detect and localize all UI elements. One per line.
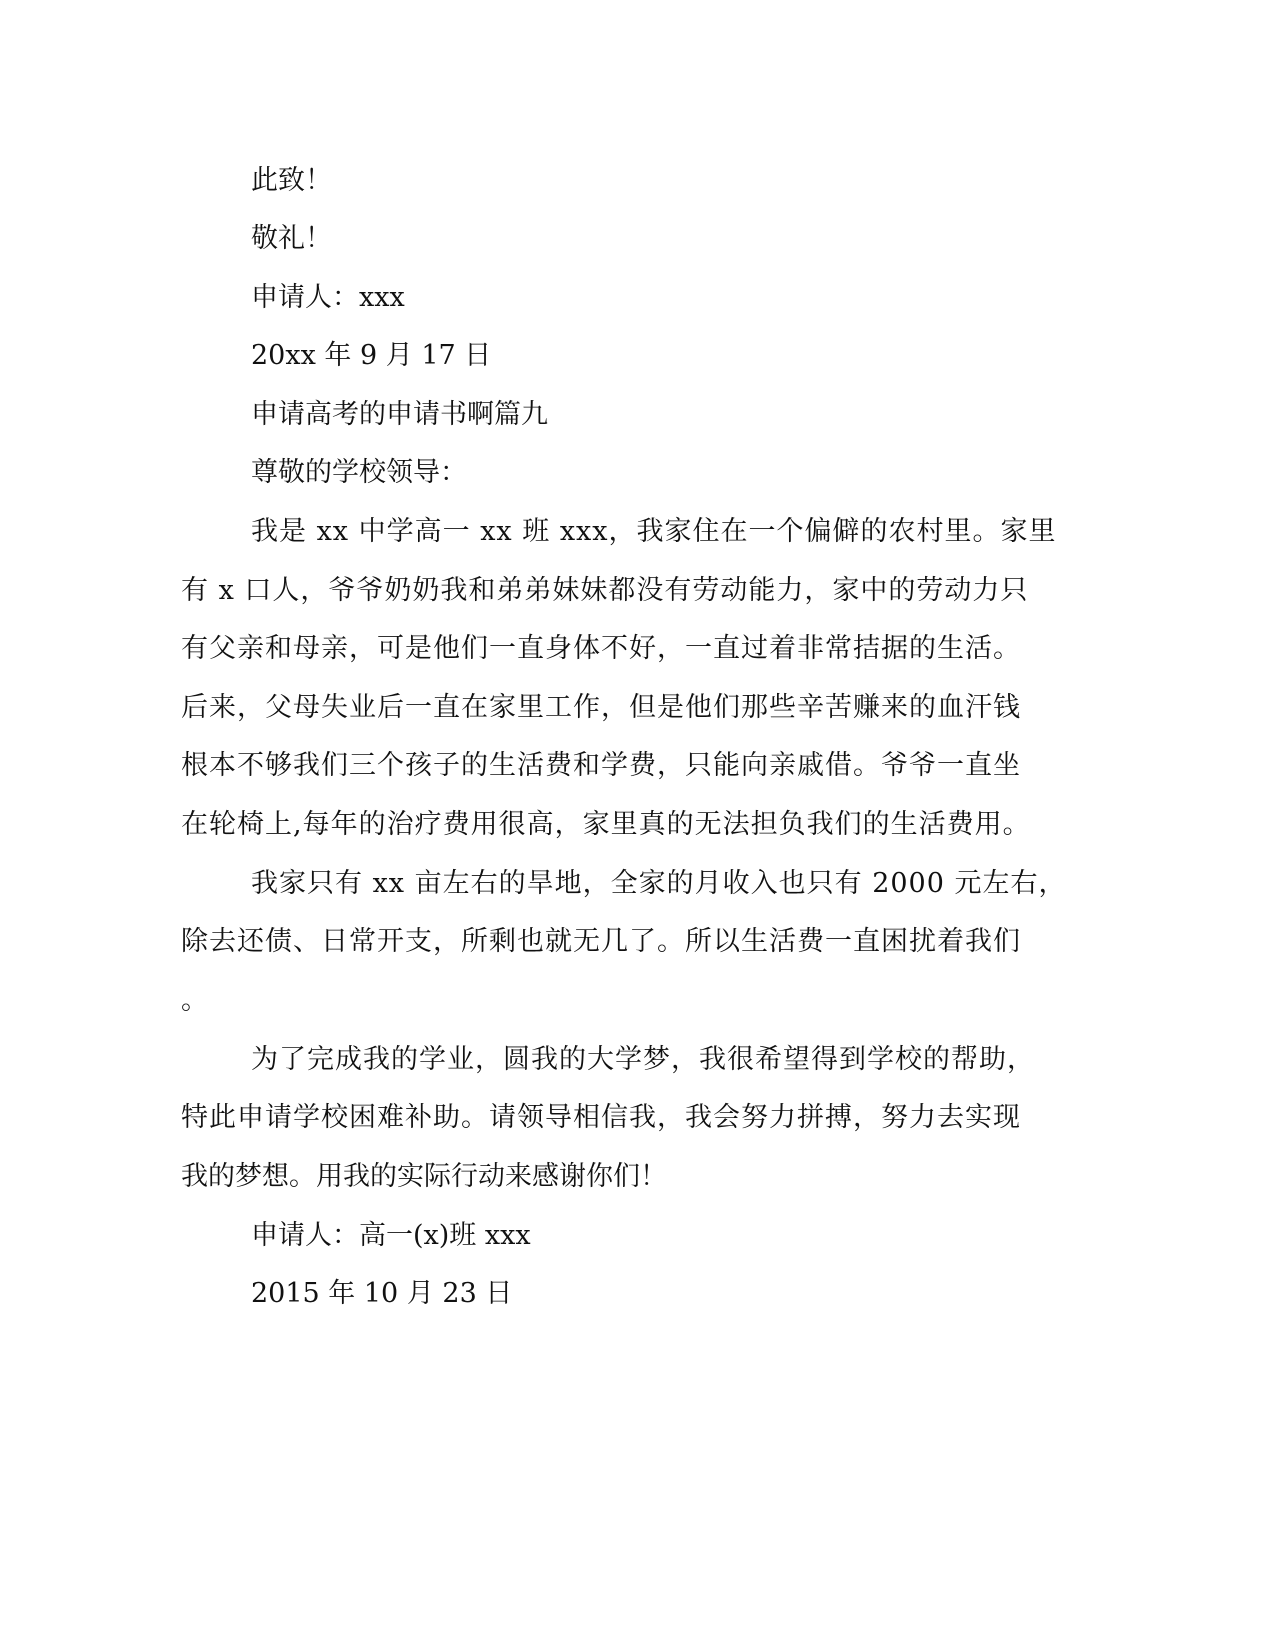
- paragraph1-line: 有 x 口人，爷爷奶奶我和弟弟妹妹都没有劳动能力，家中的劳动力只: [181, 575, 1029, 606]
- section-title: 申请高考的申请书啊篇九: [251, 399, 548, 430]
- paragraph3-line: 特此申请学校困难补助。请领导相信我，我会努力拼搏，努力去实现: [181, 1102, 1021, 1133]
- paragraph1-line: 根本不够我们三个孩子的生活费和学费，只能向亲戚借。爷爷一直坐: [181, 750, 1021, 781]
- closing-date: 20xx 年 9 月 17 日: [251, 340, 492, 371]
- paragraph2-line: 我家只有 xx 亩左右的旱地，全家的月收入也只有 2000 元左右，: [251, 868, 1067, 899]
- paragraph1-line: 我是 xx 中学高一 xx 班 xxx，我家住在一个偏僻的农村里。家里: [251, 516, 1057, 547]
- greeting: 尊敬的学校领导：: [251, 457, 467, 488]
- signature-applicant: 申请人：高一(x)班 xxx: [251, 1220, 531, 1251]
- paragraph1-line: 在轮椅上,每年的治疗费用很高，家里真的无法担负我们的生活费用。: [181, 809, 1031, 840]
- paragraph3-line: 我的梦想。用我的实际行动来感谢你们！: [181, 1161, 667, 1192]
- paragraph1-line: 后来，父母失业后一直在家里工作，但是他们那些辛苦赚来的血汗钱: [181, 692, 1021, 723]
- paragraph2-line: 。: [181, 985, 208, 1016]
- signature-date: 2015 年 10 月 23 日: [251, 1278, 513, 1309]
- closing-applicant: 申请人：xxx: [251, 282, 405, 313]
- closing-salutation: 此致！: [251, 165, 332, 196]
- paragraph1-line: 有父亲和母亲，可是他们一直身体不好，一直过着非常拮据的生活。: [181, 633, 1021, 664]
- closing-regards: 敬礼！: [251, 223, 332, 254]
- paragraph3-line: 为了完成我的学业，圆我的大学梦，我很希望得到学校的帮助，: [251, 1044, 1035, 1075]
- paragraph2-line: 除去还债、日常开支，所剩也就无几了。所以生活费一直困扰着我们: [181, 926, 1021, 957]
